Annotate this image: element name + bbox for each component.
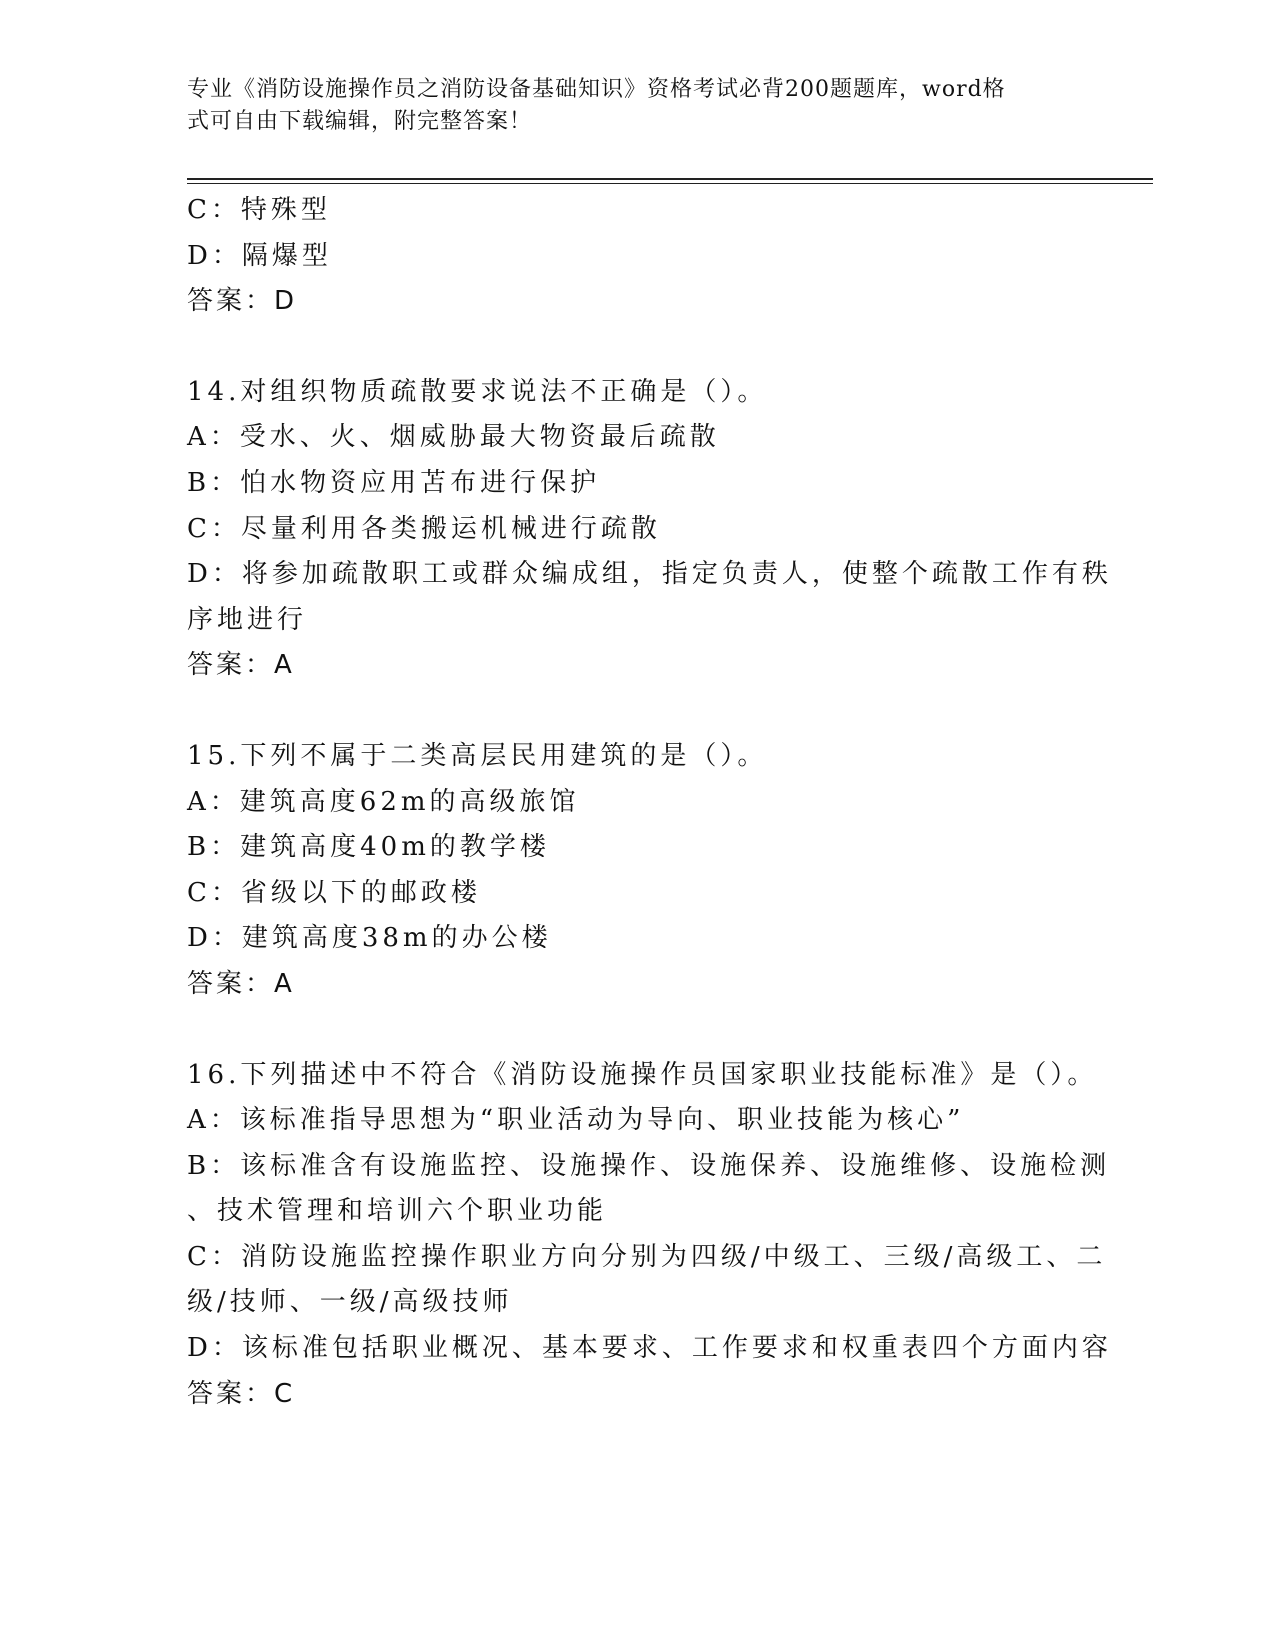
question-stem: 15.下列不属于二类高层民用建筑的是（）。 [187, 740, 768, 771]
question-15 [187, 734, 1087, 1008]
option-d: D：隔爆型 [187, 240, 332, 271]
question-stem: 16.下列描述中不符合《消防设施操作员国家职业技能标准》是（）。 [187, 1059, 1098, 1090]
question-13 [187, 188, 1087, 325]
option-b: B：建筑高度40m的教学楼 [187, 832, 550, 863]
option-b: B：怕水物资应用苫布进行保护 [187, 467, 601, 498]
option-a: A：该标准指导思想为“职业活动为导向、职业技能为核心” [187, 1105, 965, 1136]
option-d-continued: 序地进行 [187, 604, 308, 635]
option-d: D：该标准包括职业概况、基本要求、工作要求和权重表四个方面内容 [187, 1333, 1112, 1364]
option-b: B：该标准含有设施监控、设施操作、设施保养、设施维修、设施检测 [187, 1150, 1111, 1181]
option-a: A：受水、火、烟威胁最大物资最后疏散 [187, 422, 720, 453]
answer: 答案：C [187, 1378, 296, 1409]
option-a: A：建筑高度62m的高级旅馆 [187, 786, 580, 817]
option-c: C：尽量利用各类搬运机械进行疏散 [187, 513, 661, 544]
answer: 答案：A [187, 968, 295, 999]
header-rule-thick [187, 178, 1153, 180]
answer: 答案：A [187, 650, 295, 681]
question-stem: 14.对组织物质疏散要求说法不正确是（）。 [187, 376, 768, 407]
header-rule-thin [187, 183, 1153, 184]
header-line-1: 专业《消防设施操作员之消防设备基础知识》资格考试必背200题题库，word格 [187, 77, 1006, 102]
option-c: C：消防设施监控操作职业方向分别为四级/中级工、三级/高级工、二 [187, 1241, 1107, 1272]
document-header [187, 74, 1067, 138]
option-b-continued: 、技术管理和培训六个职业功能 [187, 1196, 608, 1227]
option-c-continued: 级/技师、一级/高级技师 [187, 1287, 513, 1318]
answer: 答案：D [187, 286, 298, 317]
question-list [187, 188, 1112, 1417]
header-line-2: 式可自由下载编辑，附完整答案！ [187, 109, 533, 134]
question-14 [187, 370, 1112, 689]
option-c: C：省级以下的邮政楼 [187, 877, 481, 908]
question-16 [187, 1053, 1112, 1418]
option-d: D：建筑高度38m的办公楼 [187, 923, 552, 954]
option-d: D：将参加疏散职工或群众编成组，指定负责人，使整个疏散工作有秩 [187, 559, 1112, 590]
option-c: C：特殊型 [187, 195, 331, 225]
